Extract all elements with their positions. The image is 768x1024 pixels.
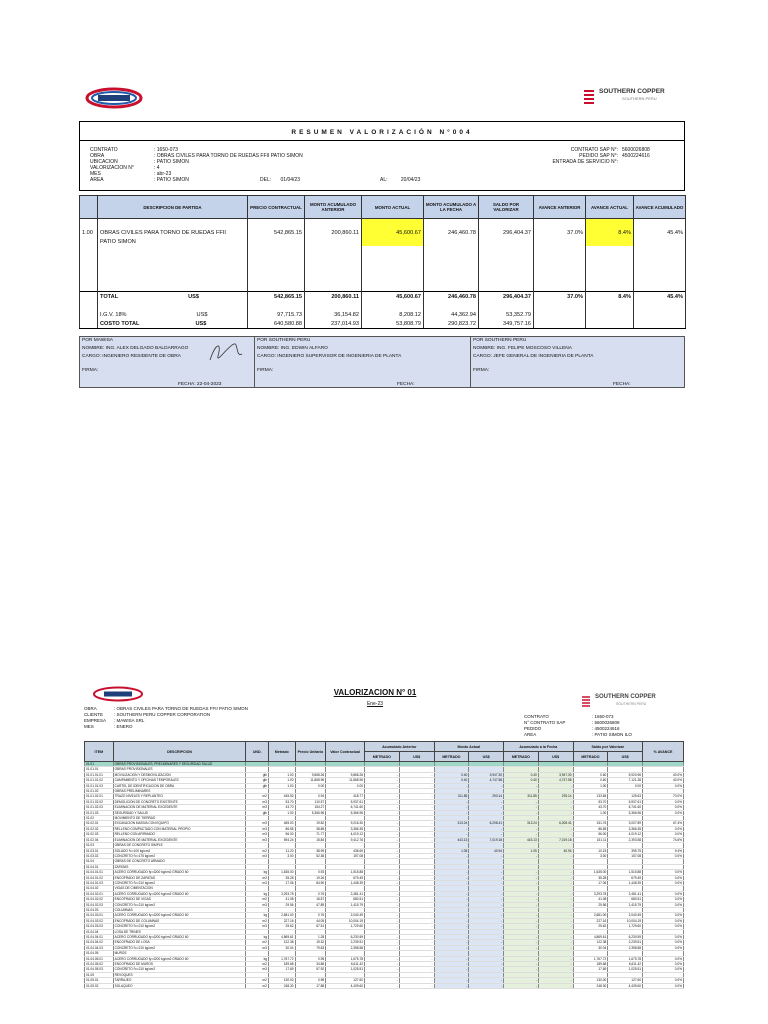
table-row: 01.04.02.03 CONCRETO f'c=210 kg/cm2 m3 29.56 47.89 1,415.79 - - - - - - 29.56 1,415.79 0.0% [86,902,682,907]
info-left-values: : OBRAS CIVILES PARA TORNO DE RUEDAS FFII PATIO SIMON : SOUTHERN PERU COPPER CORPORATION : MAWISA SRL : ENERO [114,706,248,729]
costo-total-row: COSTO TOTAL US$ 640,580.88 237,014.93 53,808.79 290,823.72 349,757.16 [80,319,686,329]
signature-mawisa: POR MAWISA NOMBRE: ING. ALEX DELGADO BALDARRAGO CARGO: INGENIERO RESIDENTE DE OBRA FIRMA: FECHA: 22-04-2023 [80,337,254,387]
period-al: AL: 20/04/23 [380,177,421,183]
table-row: 01.03 OBRAS DE CONCRETO SIMPLE [85,843,684,848]
table-row: 01.04.02.02 ENCOFRADO DE VIGAS m2 41.08 16.57 680.51 - - - - - - 41.08 680.51 0.0% [86,897,682,902]
table-row: 01.02.04 ELIMINACION DE MATERIAL EXCEDENTE m3 594.24 15.84 9,412.76 - - 443.13 7,019.18 443.13 7,019.18 151.11 2,393.58 74.6% [86,837,682,842]
table-header-row [80,196,686,219]
info-right-values: : 1650-073 : 5600026808 : 4500224616 : PATIO SIMON ILO [592,714,632,737]
valorizacion-header [79,121,685,191]
table-row: 01.04.03.03 CONCRETO f'c=210 kg/cm2 m3 25.62 67.51 1,729.60 - - - - - - 25.62 1,729.60 0.0% [86,924,682,929]
col-descripcion: DESCRIPCION DE PARTIDA [98,196,248,219]
table-row: 01.04.03.02 ENCOFRADO DE COLUMNAS m2 227.16 44.05 10,004.19 - - - - - - 227.16 10,004.19 0.0% [86,918,682,923]
partida-row: 1.00 OBRAS CIVILES PARA TORNO DE RUEDAS FFII 542,865.15 200,860.11 45,600.67 246,460.78 296,404.37 37.0% 8.4% 45.4% [80,228,686,237]
table-row: 01.03.01 SOLADO f'c=100 kg/cm2 m2 11.20 38.99 436.69 - - 1.05 40.94 1.05 40.94 10.15 395.75 9.4% [86,848,682,853]
signature-southern-2: POR SOUTHERN PERU NOMBRE: ING. FELIPE MOSCOSO VILLENA CARGO: JEFE GENERAL DE INGENIERIA DE PLANTA FIRMA: FECHA: [470,337,685,387]
header-left-values: : 1650-073 : OBRAS CIVILES PARA TORNO DE RUEDAS FFII PATIO SIMON : PATIO SIMON : 4 : abr-23 : PATIO SIMON [154,147,303,183]
southern-copper-logo-p2 [580,692,680,710]
valorizacion-table [84,741,684,989]
table-row: 01.04.05.01 ACERO CORRUGADO fy=4200 kg/cm2 GRADO 60 kg 1,767.72 0.95 1,675.78 - - - - - - 1,767.72 1,675.78 0.0% [86,956,682,961]
table-row: 01.05.02 SOLAQUEO m2 248.30 17.88 4,439.60 - - - - - - 248.30 4,439.60 0.0% [86,983,682,988]
table-row: 01.04.01.03 CONCRETO f'c=210 kg/cm2 m3 17.06 84.90 1,448.39 - - - - - - 17.06 1,448.39 0.0% [86,880,682,885]
table-row: 01.04 OBRAS DE CONCRETO ARMADO [85,859,684,864]
total-row: TOTAL US$ 542,865.15 200,860.11 45,600.67 246,460.78 296,404.37 37.0% 8.4% 45.4% [80,292,686,302]
col-avance-acumulado: AVANCE ACUMULADO [634,196,686,219]
southern-peru-subtitle-p2: SOUTHERN PERU [616,702,647,706]
valorizacion-month: Ene-23 [366,701,384,707]
table-row: 01.04.05.02 ENCOFRADO DE MUROS m2 189.68 34.86 6,611.42 - - - - - - 189.68 6,611.42 0.0% [86,962,682,967]
table-row: 01.04.01.01 ACERO CORRUGADO fy=4200 kg/cm2 GRADO 60 kg 1,635.00 0.93 1,515.88 - - - - - - 1,635.00 1,515.88 0.0% [86,870,682,875]
table-row: 01.01.01 OBRAS PROVISIONALES [85,767,684,772]
signature-block [79,336,685,388]
table-row: 01.04.01.02 ENCOFRADO DE ZAPATAS m2 35.28 19.26 679.49 - - - - - - 35.28 679.49 0.0% [86,875,682,880]
table-row: 01.05 REVOQUES [85,972,684,977]
header-right-labels: CONTRATO SAP N°: PEDIDO SAP N°: ENTRADA DE SERVICIO N°: [552,147,618,165]
signature-southern-1: POR SOUTHERN PERU NOMBRE: ING. EDWIN ALFARO CARGO: INGENIERO SUPERVISOR DE INGENIERIA DE PLANTA FIRMA: FECHA: [254,337,471,387]
header-left-labels: CONTRATO OBRA UBICACION VALORIZACION N° MES AREA [90,147,134,183]
table-row: 01.05.01 TARRAJEO m2 130.00 0.98 127.60 - - - - - - 130.00 127.60 0.0% [86,978,682,983]
southern-peru-subtitle: SOUTHERN PERU [622,96,657,101]
table-row: 01.02.02 RELLENO COMPACTADO CON MATERIAL PROPIO m3 86.65 38.85 3,366.35 - - - - - - 86.65 3,366.35 0.0% [86,826,682,831]
header-right-values: 5600026808 4500224616 [622,147,650,159]
col-acumulado: MONTO ACUMULADO A LA FECHA [424,196,479,219]
table-row: 01.01.02 OBRAS PRELIMINARES [85,789,684,794]
period-del: DEL: 01/04/23 [260,177,300,183]
resumen-table: DESCRIPCION DE PARTIDA PRECIO CONTRACTUAL MONTO ACUMULADO ANTERIOR MONTO ACTUAL MONTO ACUMULADO A LA FECHA SALDO POR VALORIZAR AVANCE ANTERIOR AVANCE ACTUAL AVANCE ACUMULADO 1.00 OBRAS CIVILES PARA TORNO DE RUEDAS FFII 542,865.15 200,860.11 45,600.67 246,460.78 296,404.37 37.0% 8.4% 45.4% PATIO SIMON TOTAL US$ 542,865.15 200,860.11 45,600.67 246,460.78 296,404.37 37.0% 8.4% 45.4% I.G.V. 18% US$ 97,715.73 36,154.82 8,208.12 44,362.94 53,352.79 COSTO TOTAL US$ 640,580.88 237,014.93 53,808.79 290,823.72 349,757.16 [79,195,685,329]
igv-row: I.G.V. 18% US$ 97,715.73 36,154.82 8,208.12 44,362.94 53,352.79 [80,310,686,319]
table-row: 01.02.03 RELLENO CON AFIRMADO m3 56.00 71.77 4,019.12 - - - - - - 56.00 4,019.12 0.0% [86,832,682,837]
table-row: 01.04.02.01 ACERO CORRUGADO fy=4200 kg/cm2 GRADO 60 kg 3,293.78 0.76 2,481.41 - - - - - - 3,293.78 2,481.41 0.0% [86,891,682,896]
southern-copper-title-p2: SOUTHERN COPPER [595,694,656,700]
table-row: 01.04.01 ZAPATAS [85,864,684,869]
table-row: 01.04.02 VIGAS DE CIMENTACION [85,886,684,891]
signature-scribble [206,340,246,366]
table-row: 01.01 OBRAS PROVISIONALES, PRELIMINARES Y SEGURIDAD SALUD [85,762,684,767]
table-row: 01.04.04.01 ACERO CORRUGADO fy=4200 kg/cm2 GRADO 60 kg 4,869.61 1.28 6,230.59 - - - - - - 4,869.61 6,230.59 0.0% [86,935,682,939]
table-row: 01.01.03 SEGURIDAD Y SALUD glb 1.00 5,366.96 5,366.96 - - - - - - 1.00 5,366.96 0.0% [86,810,682,815]
table-group-header: ITEM DESCRIPCION UND. Metrado Precio Unitario Valor Contractual Acumulado Anterior Monto Actual Acumulado a la Fecha Saldo por Valorizar % AVANCE [85,742,684,752]
valorizacion-title: VALORIZACION N° 01 [333,688,417,697]
table-row: 01.04.03 COLUMNAS [85,907,684,912]
col-actual: MONTO ACTUAL [362,196,424,219]
table-row: 01.01.01.03 CARTEL DE IDENTIFICACION DE OBRA glb 1.00 0.00 0.00 - - - - - - 1.00 0.00 0.0% [86,783,682,788]
col-anterior: MONTO ACUMULADO ANTERIOR [305,196,362,219]
table-row: 01.04.04 LOSA DE TRINES [85,929,684,934]
southern-copper-title: SOUTHERN COPPER [599,88,665,95]
mawisa-logo [84,86,144,110]
table-row: 01.01.02.01 TRAZO NIVELES Y REPLANTEO m2 445.50 0.94 418.77 - - 311.85 293.14 311.85 293.14 133.65 125.63 70.0% [86,794,682,799]
table-row: 01.04.03.01 ACERO CORRUGADO fy=4200 kg/cm2 GRADO 60 kg 2,681.00 0.76 2,040.49 - - - - - - 2,681.00 2,040.49 0.0% [86,913,682,918]
mawisa-logo-p2 [92,686,144,702]
col-precio: PRECIO CONTRACTUAL [248,196,305,219]
table-row: 01.01.02.03 ELIMINACION DE MATERIAL EXCEDENTE m3 43.70 154.27 6,741.60 - - - - - - 43.70 6,741.60 0.0% [86,805,682,810]
table-row: 01.01.02.02 DEMOLICION DE CONCRETO EXISTENTE m3 53.70 110.57 5,937.61 - - - - - - 53.70 5,937.61 0.0% [86,799,682,804]
col-avance-actual: AVANCE ACTUAL [586,196,634,219]
southern-copper-logo [582,86,692,108]
table-row: 01.04.04.02 ENCOFRADO DE LOSA m2 122.38 19.32 2,239.51 - - - - - - 122.38 2,239.51 0.0% [86,940,682,945]
info-right-labels: CONTRATO N° CONTRATO SAP PEDIDO AREA [524,714,566,737]
table-row: 01.03.02 CONCRETO f'c=175 kg/cm2 m3 3.00 52.36 157.08 - - - - - - 3.00 157.08 0.0% [86,853,682,858]
page-title: RESUMEN VALORIZACIÓN N°004 [291,129,473,136]
table-row: 01.04.05 MUROS [85,951,684,956]
table-row: 01.04.04.03 CONCRETO f'c=210 kg/cm2 m3 30.04 79.83 2,398.58 - - - - - - 30.04 2,398.58 0.0% [86,945,682,950]
table-row: 01.04.05.03 CONCRETO f'c=210 kg/cm2 m3 17.69 57.92 1,025.51 - - - - - - 17.69 1,025.51 0.0% [86,967,682,972]
col-saldo: SALDO POR VALORIZAR [479,196,534,219]
table-row: 01.02.01 EXCAVACION MASIVA CON EQUIPO m3 465.00 19.82 9,216.30 - - 313.24 6,208.41 313.24 6,208.41 151.76 3,007.89 67.4% [86,821,682,826]
table-row: 01.01.01.02 CAMPAMENTO Y OFICINAS TEMPORALES glb 1.00 11,868.96 11,868.96 - - 0.40 4,747.58 0.40 4,747.58 0.60 7,121.38 40.0% [86,778,682,783]
table-row: 01.02 MOVIMIENTO DE TIERRAS [85,816,684,821]
col-avance-anterior: AVANCE ANTERIOR [534,196,586,219]
table-row: 01.01.01.01 MOVILIZACION Y DESMOVILIZACION glb 1.00 9,868.26 9,868.26 - - 0.40 3,947.30 0.40 3,947.30 0.60 5,920.96 40.0% [86,772,682,777]
info-left-labels: OBRA CLIENTE EMPRESA MES [84,706,107,729]
table-sub-header: METRADO US$ METRADO US$ METRADO US$ METRADO US$ [85,752,684,762]
